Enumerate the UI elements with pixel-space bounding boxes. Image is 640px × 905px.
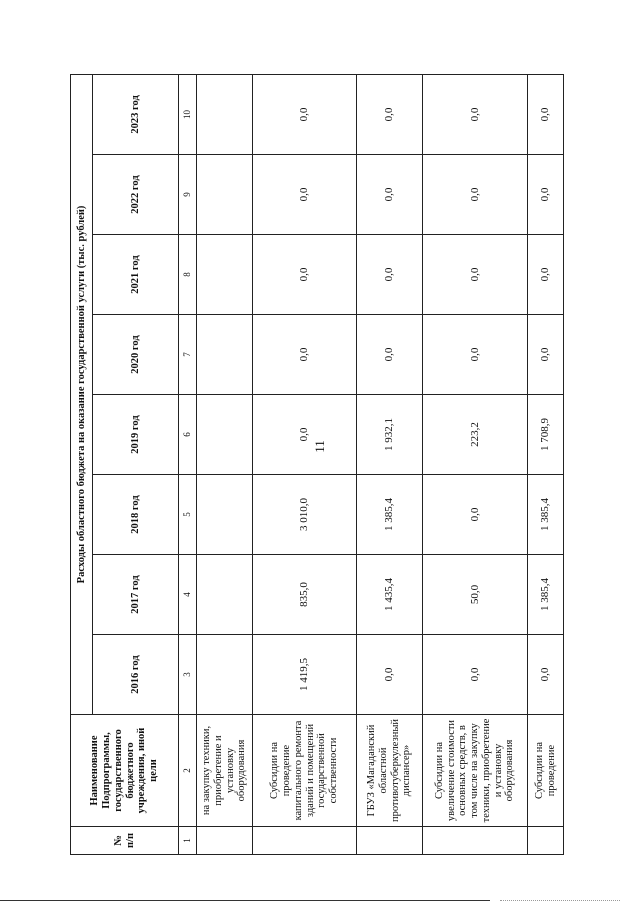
row-value: 3 010,0 bbox=[253, 475, 357, 555]
footer-rule-dotted bbox=[500, 900, 620, 901]
table-row bbox=[423, 74, 528, 854]
row-value: 0,0 bbox=[253, 155, 357, 235]
row-value: 0,0 bbox=[528, 74, 564, 154]
header-group-title: Расходы областного бюджета на оказание государственной услуги (тыс. рублей) bbox=[71, 74, 93, 714]
column-number: 3 bbox=[179, 635, 197, 715]
row-name: Субсидии на проведение bbox=[528, 715, 564, 827]
page-number: 11 bbox=[311, 440, 327, 453]
header-year: 2018 год bbox=[93, 475, 179, 555]
row-value: 1 385,4 bbox=[528, 555, 564, 635]
header-name: Наименование Подпрограммы, государственного бюджетного учреждения, иной цели bbox=[71, 715, 179, 827]
row-value: 1 435,4 bbox=[357, 555, 423, 635]
column-number: 9 bbox=[179, 155, 197, 235]
row-value: 0,0 bbox=[423, 475, 528, 555]
row-value: 0,0 bbox=[528, 155, 564, 235]
header-year: 2020 год bbox=[93, 315, 179, 395]
table-row bbox=[528, 74, 564, 854]
row-value: 0,0 bbox=[253, 74, 357, 154]
table-row bbox=[357, 74, 423, 854]
header-year: 2022 год bbox=[93, 155, 179, 235]
row-value: 0,0 bbox=[253, 395, 357, 475]
row-value: 0,0 bbox=[357, 635, 423, 715]
row-value: 1 708,9 bbox=[528, 395, 564, 475]
row-value: 0,0 bbox=[253, 235, 357, 315]
row-value bbox=[197, 555, 253, 635]
row-value: 0,0 bbox=[423, 315, 528, 395]
column-number: 6 bbox=[179, 395, 197, 475]
row-num bbox=[423, 827, 528, 855]
row-name: Субсидии на увеличение стоимости основных средств, в том числе на закупку техники, приобретение и установку оборудования bbox=[423, 715, 528, 827]
table-row bbox=[197, 74, 253, 854]
row-num bbox=[528, 827, 564, 855]
table-row bbox=[253, 74, 357, 854]
row-num bbox=[197, 827, 253, 855]
row-value bbox=[197, 395, 253, 475]
row-value: 223,2 bbox=[423, 395, 528, 475]
row-value: 0,0 bbox=[423, 155, 528, 235]
row-value bbox=[197, 475, 253, 555]
header-year: 2016 год bbox=[93, 635, 179, 715]
rotated-table-container bbox=[70, 75, 563, 855]
table-body bbox=[197, 74, 564, 854]
column-number: 2 bbox=[179, 715, 197, 827]
column-number: 1 bbox=[179, 827, 197, 855]
row-value: 0,0 bbox=[357, 155, 423, 235]
row-value: 0,0 bbox=[423, 235, 528, 315]
row-value: 0,0 bbox=[253, 315, 357, 395]
column-number: 5 bbox=[179, 475, 197, 555]
row-value: 0,0 bbox=[357, 235, 423, 315]
row-value: 0,0 bbox=[528, 635, 564, 715]
row-value: 0,0 bbox=[528, 315, 564, 395]
row-num bbox=[253, 827, 357, 855]
row-name: на закупку техники, приобретение и установку оборудования bbox=[197, 715, 253, 827]
row-value: 0,0 bbox=[357, 315, 423, 395]
row-value bbox=[197, 315, 253, 395]
row-name: Субсидии на проведение капитального ремонта зданий и помещений государственной собственности bbox=[253, 715, 357, 827]
column-number: 8 bbox=[179, 235, 197, 315]
row-value: 835,0 bbox=[253, 555, 357, 635]
row-value: 50,0 bbox=[423, 555, 528, 635]
row-value bbox=[197, 74, 253, 154]
header-num: № п/п bbox=[71, 827, 179, 855]
row-value: 1 932,1 bbox=[357, 395, 423, 475]
row-value: 1 385,4 bbox=[528, 475, 564, 555]
row-name: ГБУЗ «Магаданский областной противотуберкулезный диспансер» bbox=[357, 715, 423, 827]
row-num bbox=[357, 827, 423, 855]
header-year: 2021 год bbox=[93, 235, 179, 315]
row-value: 0,0 bbox=[423, 635, 528, 715]
header-year: 2017 год bbox=[93, 555, 179, 635]
row-value bbox=[197, 635, 253, 715]
row-value: 0,0 bbox=[423, 74, 528, 154]
row-value bbox=[197, 155, 253, 235]
header-year: 2019 год bbox=[93, 395, 179, 475]
column-number: 4 bbox=[179, 555, 197, 635]
row-value: 1 419,5 bbox=[253, 635, 357, 715]
row-value: 1 385,4 bbox=[357, 475, 423, 555]
footer-rule bbox=[0, 900, 490, 901]
header-year: 2023 год bbox=[93, 74, 179, 154]
column-number: 7 bbox=[179, 315, 197, 395]
row-value bbox=[197, 235, 253, 315]
column-number: 10 bbox=[179, 74, 197, 154]
budget-table bbox=[70, 74, 564, 855]
row-value: 0,0 bbox=[357, 74, 423, 154]
row-value: 0,0 bbox=[528, 235, 564, 315]
